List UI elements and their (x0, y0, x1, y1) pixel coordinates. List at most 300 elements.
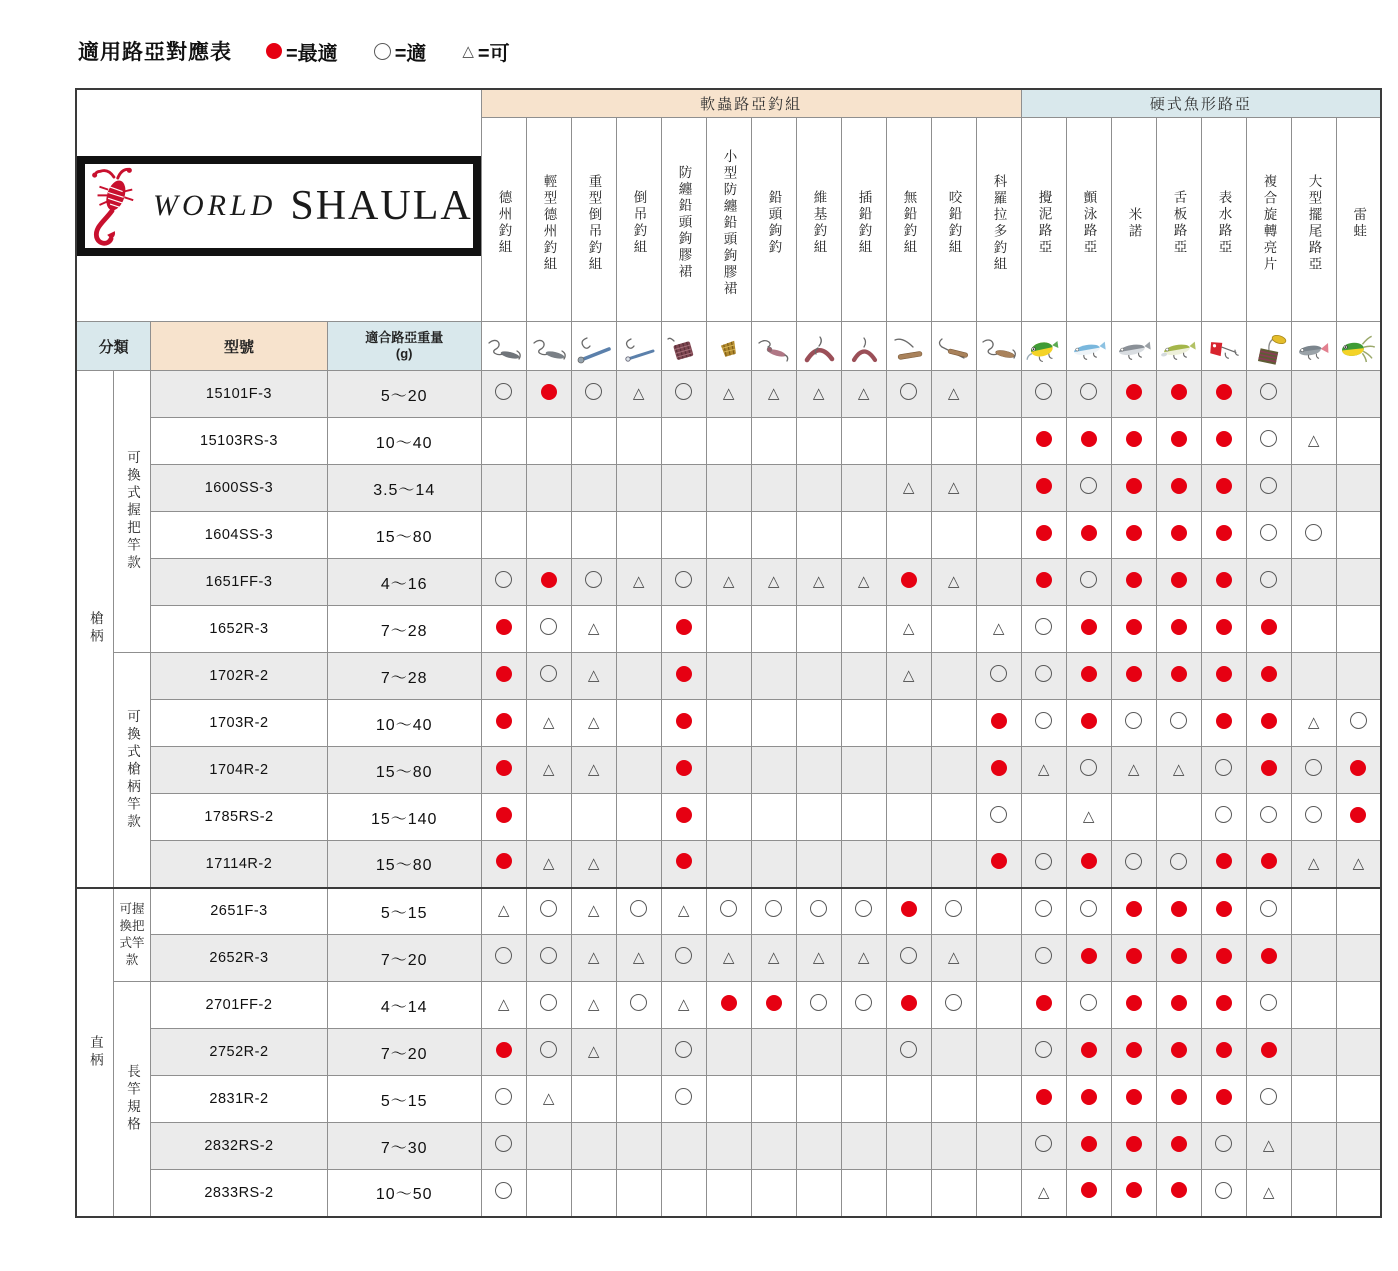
mark-cell (751, 1076, 796, 1123)
mark-cell (1066, 794, 1111, 841)
best-mark-icon (676, 853, 692, 869)
good-mark-icon (1305, 806, 1322, 823)
mark-cell (1336, 841, 1381, 888)
mark-cell (571, 418, 616, 465)
mark-cell (1111, 512, 1156, 559)
mark-cell (1291, 465, 1336, 512)
best-mark-icon (1350, 760, 1366, 776)
mark-cell (1111, 794, 1156, 841)
mark-cell (751, 465, 796, 512)
mark-cell (1156, 559, 1201, 606)
mark-cell (1201, 935, 1246, 982)
table-row (76, 747, 1381, 794)
mark-cell (751, 653, 796, 700)
fair-mark-icon: △ (1262, 1183, 1275, 1201)
model-cell: 2832RS-2 (151, 1123, 328, 1170)
mark-cell (706, 982, 751, 1029)
mark-cell (481, 1170, 526, 1217)
best-mark-icon (496, 853, 512, 869)
mark-cell (1021, 841, 1066, 888)
mark-cell (841, 371, 886, 418)
best-mark-icon (1216, 948, 1232, 964)
fair-mark-icon: △ (542, 1090, 555, 1107)
mark-cell (1246, 935, 1291, 982)
good-mark-icon (495, 383, 512, 400)
column-header-weightless-rig (886, 118, 931, 322)
column-header-downshot-rig (616, 118, 661, 322)
mark-cell (1246, 888, 1291, 935)
mark-cell (1111, 606, 1156, 653)
model-header: 型號 (151, 322, 328, 371)
weight-header-line1: 適合路亞重量 (365, 329, 444, 345)
mark-cell (931, 1029, 976, 1076)
mark-cell (1246, 1029, 1291, 1076)
best-mark-icon (1261, 666, 1277, 682)
mark-cell (976, 841, 1021, 888)
mark-cell (976, 559, 1021, 606)
mark-cell (886, 1123, 931, 1170)
mark-cell (1336, 794, 1381, 841)
good-mark-icon (675, 1041, 692, 1058)
mark-cell (1291, 418, 1336, 465)
mark-cell (931, 653, 976, 700)
best-mark-icon (1036, 525, 1052, 541)
best-mark-icon (1081, 1089, 1097, 1105)
mark-cell (1291, 747, 1336, 794)
best-mark-icon (1081, 948, 1097, 964)
mark-cell (1246, 418, 1291, 465)
fair-mark-icon: △ (497, 902, 510, 920)
fair-mark-icon: △ (587, 949, 600, 966)
mark-cell (571, 1170, 616, 1217)
scorpion-icon (85, 164, 139, 248)
model-cell: 1651FF-3 (151, 559, 328, 606)
best-mark-icon (1081, 1136, 1097, 1152)
good-mark-icon (1035, 665, 1052, 682)
fair-mark-icon: △ (462, 42, 474, 60)
subgroup-label: 可換式握把竿款 (125, 450, 141, 573)
column-header-label: 鉛頭鉤釣 (766, 190, 782, 256)
mark-cell (571, 841, 616, 888)
mark-cell (1246, 465, 1291, 512)
mark-cell (1066, 747, 1111, 794)
mark-cell (751, 1123, 796, 1170)
mark-cell (886, 841, 931, 888)
mark-cell (976, 935, 1021, 982)
mark-cell (841, 1123, 886, 1170)
mark-cell (661, 653, 706, 700)
good-mark-icon (1215, 1135, 1232, 1152)
model-cell: 2701FF-2 (151, 982, 328, 1029)
mark-cell (706, 700, 751, 747)
mark-cell (1066, 559, 1111, 606)
mark-cell (976, 653, 1021, 700)
mark-cell (1111, 1123, 1156, 1170)
mark-cell (1291, 888, 1336, 935)
fair-mark-icon: △ (632, 385, 645, 402)
topwater-icon (1201, 322, 1246, 371)
mark-cell (1291, 653, 1336, 700)
best-mark-icon (1036, 572, 1052, 588)
fair-mark-icon: △ (1352, 854, 1365, 872)
column-header-label: 小型防纏鉛頭鉤膠裙 (721, 148, 737, 298)
mark-cell (616, 794, 661, 841)
mark-cell (976, 1076, 1021, 1123)
subgroup-cell (113, 371, 150, 653)
mark-cell (616, 418, 661, 465)
good-mark-icon (900, 1041, 917, 1058)
best-mark-icon (1171, 384, 1187, 400)
mark-cell (931, 606, 976, 653)
mark-cell (1156, 888, 1201, 935)
downshot-rig-icon (616, 322, 661, 371)
best-mark-icon (1216, 1042, 1232, 1058)
best-mark-icon (1216, 1089, 1232, 1105)
mark-cell (571, 794, 616, 841)
fair-mark-icon: △ (587, 902, 600, 920)
best-mark-icon (1081, 1182, 1097, 1198)
column-header-small-skirted-jig (706, 118, 751, 322)
mark-cell (706, 935, 751, 982)
fair-mark-icon: △ (632, 949, 645, 966)
best-mark-icon (1126, 431, 1142, 447)
mark-cell (1066, 653, 1111, 700)
mark-cell (886, 888, 931, 935)
mark-cell (571, 465, 616, 512)
mark-cell (841, 935, 886, 982)
mark-cell (976, 371, 1021, 418)
best-mark-icon (1171, 1182, 1187, 1198)
mark-cell (751, 418, 796, 465)
mark-cell (481, 982, 526, 1029)
good-mark-icon (1260, 900, 1277, 917)
fair-mark-icon: △ (1037, 761, 1050, 778)
mark-cell (1021, 512, 1066, 559)
mark-cell (1246, 700, 1291, 747)
best-mark-icon (1126, 525, 1142, 541)
category-header: 分類 (76, 322, 151, 371)
best-mark-icon (1171, 572, 1187, 588)
mark-cell (1291, 1029, 1336, 1076)
best-mark-icon (1036, 478, 1052, 494)
good-mark-icon (495, 947, 512, 964)
mark-cell (1291, 982, 1336, 1029)
good-mark-icon (540, 665, 557, 682)
best-mark-icon (1261, 619, 1277, 635)
mark-cell (751, 559, 796, 606)
fair-mark-icon: △ (947, 479, 960, 496)
mark-cell (931, 1123, 976, 1170)
mark-cell (1156, 512, 1201, 559)
legend-label-good: =適 (394, 42, 427, 65)
mark-cell (1066, 700, 1111, 747)
table-row (76, 371, 1381, 418)
mark-cell (886, 465, 931, 512)
best-mark-icon (1081, 853, 1097, 869)
mark-cell (1246, 794, 1291, 841)
best-mark-icon (496, 619, 512, 635)
mark-cell (1246, 559, 1291, 606)
legend-item-best (266, 37, 338, 66)
lipped-minnow-icon (1156, 322, 1201, 371)
mark-cell (1111, 1029, 1156, 1076)
good-mark-icon (855, 994, 872, 1011)
mark-cell (526, 465, 571, 512)
fair-mark-icon: △ (767, 385, 780, 402)
mark-cell (1201, 1123, 1246, 1170)
best-mark-icon (1126, 1136, 1142, 1152)
fair-mark-icon: △ (542, 714, 555, 731)
mark-cell (796, 794, 841, 841)
mark-cell (1111, 371, 1156, 418)
best-mark-icon (676, 807, 692, 823)
best-mark-icon (1171, 1042, 1187, 1058)
mark-cell (661, 982, 706, 1029)
mark-cell (1156, 653, 1201, 700)
mark-cell (1021, 559, 1066, 606)
mark-cell (931, 371, 976, 418)
good-mark-icon (1080, 994, 1097, 1011)
mark-cell (616, 935, 661, 982)
mark-cell (931, 888, 976, 935)
good-mark-icon (1260, 571, 1277, 588)
mark-cell (1021, 982, 1066, 1029)
mark-cell (886, 747, 931, 794)
weight-cell: 15～80 (327, 747, 481, 794)
mark-cell (1111, 747, 1156, 794)
good-mark-icon (1035, 618, 1052, 635)
column-header-label: 表水路亞 (1216, 190, 1232, 256)
weight-cell: 7～30 (327, 1123, 481, 1170)
best-mark-icon (1126, 572, 1142, 588)
column-header-crankbait (1021, 118, 1066, 322)
group-header-soft: 軟蟲路亞釣組 (481, 89, 1021, 118)
mark-cell (1111, 559, 1156, 606)
best-mark-icon (1171, 431, 1187, 447)
good-mark-icon (1125, 853, 1142, 870)
mark-cell (526, 606, 571, 653)
wacky-rig-icon (796, 322, 841, 371)
mark-cell (1021, 700, 1066, 747)
mark-cell (481, 653, 526, 700)
column-header-light-texas-rig (526, 118, 571, 322)
column-header-label: 咬鉛釣組 (946, 190, 962, 256)
best-mark-icon (676, 713, 692, 729)
good-mark-icon (1260, 477, 1277, 494)
mark-cell (1111, 888, 1156, 935)
minnow-icon (1111, 322, 1156, 371)
mark-cell (1066, 465, 1111, 512)
mark-cell (796, 559, 841, 606)
mark-cell (706, 1123, 751, 1170)
mark-cell (796, 512, 841, 559)
good-mark-icon (585, 571, 602, 588)
mark-cell (1246, 371, 1291, 418)
mark-cell (706, 371, 751, 418)
mark-cell (886, 653, 931, 700)
best-mark-icon (676, 666, 692, 682)
mark-cell (1156, 1123, 1201, 1170)
mark-cell (1201, 1170, 1246, 1217)
weight-cell: 7～20 (327, 935, 481, 982)
mark-cell (526, 559, 571, 606)
mark-cell (706, 606, 751, 653)
mark-cell (1336, 1123, 1381, 1170)
mark-cell (616, 700, 661, 747)
brand-logo (76, 89, 481, 322)
mark-cell (931, 465, 976, 512)
mark-cell (661, 606, 706, 653)
best-mark-icon (1216, 713, 1232, 729)
mark-cell (1021, 371, 1066, 418)
best-mark-icon (1261, 853, 1277, 869)
table-row (76, 653, 1381, 700)
mark-cell (661, 747, 706, 794)
column-header-label: 攪泥路亞 (1036, 190, 1052, 256)
best-mark-icon (1081, 1042, 1097, 1058)
title-row (78, 36, 510, 66)
mark-cell (706, 841, 751, 888)
weight-header-line2: (g) (395, 346, 413, 361)
weight-cell: 15～140 (327, 794, 481, 841)
mark-cell (1336, 1029, 1381, 1076)
mark-cell (1336, 371, 1381, 418)
mark-cell (751, 606, 796, 653)
subgroup-label: 可換式槍柄竿款 (125, 708, 141, 831)
mark-cell (1021, 747, 1066, 794)
mark-cell (1246, 1170, 1291, 1217)
fair-mark-icon: △ (587, 1043, 600, 1060)
mark-cell (1156, 606, 1201, 653)
category-label: 直柄 (87, 1034, 103, 1070)
best-mark-icon (1081, 666, 1097, 682)
mark-cell (1021, 418, 1066, 465)
mark-cell (841, 1076, 886, 1123)
mark-cell (1336, 935, 1381, 982)
mark-cell (571, 606, 616, 653)
best-mark-icon (496, 713, 512, 729)
fair-mark-icon: △ (722, 573, 735, 590)
mark-cell (1066, 1170, 1111, 1217)
mark-cell (886, 982, 931, 1029)
mark-cell (841, 982, 886, 1029)
best-mark-icon (1081, 619, 1097, 635)
mark-cell (976, 794, 1021, 841)
column-header-label: 插鉛釣組 (856, 190, 872, 256)
legend-label-fair: =可 (477, 42, 510, 65)
good-mark-icon (1035, 947, 1052, 964)
fair-mark-icon: △ (722, 949, 735, 966)
best-mark-icon (496, 760, 512, 776)
model-cell: 1652R-3 (151, 606, 328, 653)
column-header-lipped-minnow (1156, 118, 1201, 322)
column-header-minnow (1111, 118, 1156, 322)
good-mark-icon (1350, 712, 1367, 729)
mark-cell (1111, 700, 1156, 747)
brand-world: WORLD (153, 188, 277, 222)
fair-mark-icon: △ (587, 667, 600, 684)
mark-cell (1021, 465, 1066, 512)
mark-cell (751, 794, 796, 841)
fair-mark-icon: △ (992, 620, 1005, 637)
subgroup-cell (113, 888, 150, 982)
mark-cell (751, 1170, 796, 1217)
mark-cell (1201, 606, 1246, 653)
best-mark-icon (1171, 1089, 1187, 1105)
spinnerbait-icon (1246, 322, 1291, 371)
weight-cell: 7～28 (327, 653, 481, 700)
mark-cell (571, 1123, 616, 1170)
mark-cell (931, 935, 976, 982)
jig-head-icon (751, 322, 796, 371)
mark-cell (1066, 1123, 1111, 1170)
model-cell: 1785RS-2 (151, 794, 328, 841)
group-header-hard: 硬式魚形路亞 (1021, 89, 1381, 118)
mark-cell (706, 653, 751, 700)
mark-cell (1291, 606, 1336, 653)
mark-cell (976, 888, 1021, 935)
mark-cell (1201, 371, 1246, 418)
fair-mark-icon: △ (587, 620, 600, 637)
mark-cell (1201, 1029, 1246, 1076)
fair-mark-icon: △ (1082, 808, 1095, 825)
best-mark-icon (1216, 431, 1232, 447)
mark-cell (1156, 371, 1201, 418)
good-mark-icon (900, 947, 917, 964)
mark-cell (481, 1076, 526, 1123)
mark-cell (976, 700, 1021, 747)
mark-cell (976, 418, 1021, 465)
mark-cell (1291, 1170, 1336, 1217)
mark-cell (526, 371, 571, 418)
column-header-split-shot-rig (931, 118, 976, 322)
fair-mark-icon: △ (767, 573, 780, 590)
mark-cell (1246, 653, 1291, 700)
fair-mark-icon: △ (1172, 761, 1185, 778)
mark-cell (751, 371, 796, 418)
model-cell: 1704R-2 (151, 747, 328, 794)
mark-cell (931, 982, 976, 1029)
mark-cell (526, 418, 571, 465)
mark-cell (1156, 418, 1201, 465)
best-mark-icon (721, 995, 737, 1011)
model-cell: 1702R-2 (151, 653, 328, 700)
table-row (76, 700, 1381, 747)
good-mark-icon (1215, 806, 1232, 823)
mark-cell (841, 512, 886, 559)
best-mark-icon (1126, 666, 1142, 682)
mark-cell (526, 1076, 571, 1123)
fair-mark-icon: △ (1307, 854, 1320, 872)
mark-cell (1066, 935, 1111, 982)
mark-cell (886, 935, 931, 982)
mark-cell (481, 747, 526, 794)
best-mark-icon (1216, 995, 1232, 1011)
good-mark-icon (1125, 712, 1142, 729)
best-mark-icon (1171, 478, 1187, 494)
good-mark-icon (1170, 853, 1187, 870)
column-header-texas-rig (481, 118, 526, 322)
good-mark-icon (1260, 994, 1277, 1011)
mark-cell (616, 371, 661, 418)
fair-mark-icon: △ (857, 949, 870, 966)
mark-cell (1201, 888, 1246, 935)
good-mark-icon (1260, 383, 1277, 400)
table-row (76, 1170, 1381, 1217)
fair-mark-icon: △ (767, 949, 780, 966)
mark-cell (1156, 982, 1201, 1029)
mark-cell (481, 794, 526, 841)
